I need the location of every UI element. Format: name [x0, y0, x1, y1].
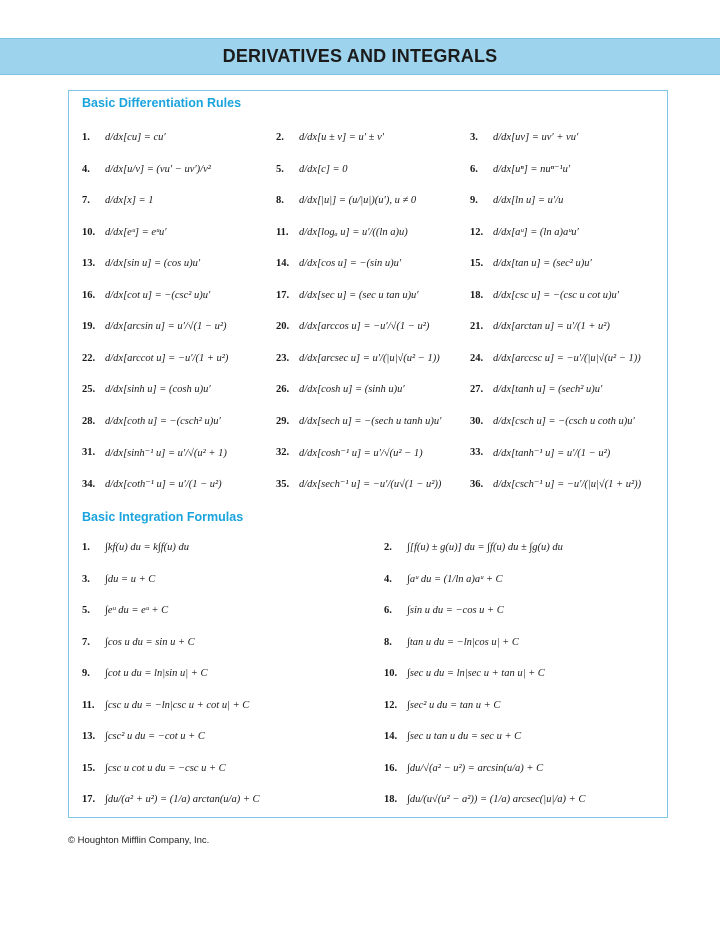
- formula-row: [82, 627, 666, 659]
- formula-number: 5.: [82, 605, 90, 617]
- rule-item: [82, 416, 276, 427]
- rule-number: 1.: [82, 132, 90, 144]
- rule-number: 8.: [276, 195, 284, 207]
- rule-expression: d/dx[aᵘ] = (ln a)aᵘu′: [493, 226, 579, 238]
- header-banner: [0, 38, 720, 75]
- rule-row: [82, 122, 666, 154]
- rule-expression: d/dx[csc u] = −(csc u cot u)u′: [493, 289, 620, 301]
- formula-item: [374, 794, 666, 805]
- rule-number: 17.: [276, 289, 290, 301]
- rule-number: 26.: [276, 384, 290, 396]
- rule-row: [82, 280, 666, 312]
- rule-item: [470, 321, 664, 332]
- formula-number: 2.: [384, 542, 392, 554]
- rule-expression: d/dx[tanh u] = (sech² u)u′: [493, 384, 603, 396]
- rule-item: [470, 447, 664, 459]
- rule-number: 24.: [470, 352, 484, 364]
- formula-item: [374, 700, 666, 711]
- rule-expression: d/dx[eᵘ] = eᵘu′: [105, 226, 167, 238]
- formula-row: [82, 690, 666, 722]
- rule-expression: d/dx[uv] = uv′ + vu′: [493, 132, 579, 144]
- formula-expression: ∫sec u du = ln|sec u + tan u| + C: [407, 668, 545, 680]
- rule-item: [470, 227, 664, 238]
- rule-expression: d/dx[sinh u] = (cosh u)u′: [105, 384, 211, 396]
- formula-number: 7.: [82, 636, 90, 648]
- formula-item: [82, 605, 374, 616]
- formula-item: [374, 605, 666, 616]
- formula-expression: ∫cot u du = ln|sin u| + C: [105, 668, 208, 680]
- formula-expression: ∫csc² u du = −cot u + C: [105, 731, 205, 743]
- rule-expression: d/dx[u/v] = (vu′ − uv′)/v²: [105, 163, 211, 175]
- rule-item: [470, 478, 664, 490]
- rule-item: [82, 321, 276, 332]
- rule-item: [276, 447, 470, 459]
- rule-number: 23.: [276, 352, 290, 364]
- rule-expression: d/dx[cosh⁻¹ u] = u′/√(u² − 1): [299, 447, 423, 459]
- formula-row: [82, 564, 666, 596]
- rule-item: [276, 164, 470, 175]
- rule-item: [276, 353, 470, 364]
- formula-item: [82, 794, 374, 805]
- rule-expression: d/dx[logₐ u] = u′/((ln a)u): [299, 226, 408, 238]
- rule-expression: d/dx[sin u] = (cos u)u′: [105, 258, 201, 270]
- rule-expression: d/dx[tanh⁻¹ u] = u′/(1 − u²): [493, 447, 611, 459]
- rule-number: 22.: [82, 352, 96, 364]
- rule-number: 18.: [470, 289, 484, 301]
- formula-expression: ∫cos u du = sin u + C: [105, 636, 195, 648]
- rule-item: [82, 195, 276, 206]
- rule-expression: d/dx[arcsec u] = u′/(|u|√(u² − 1)): [299, 352, 440, 364]
- formula-expression: ∫du/(u√(u² − a²)) = (1/a) arcsec(|u|/a) + C: [407, 794, 586, 806]
- formula-number: 1.: [82, 542, 90, 554]
- formula-row: [82, 721, 666, 753]
- rule-number: 7.: [82, 195, 90, 207]
- differentiation-section-title: Basic Differentiation Rules: [82, 96, 242, 110]
- rule-expression: d/dx[tan u] = (sec² u)u′: [493, 258, 592, 270]
- rule-expression: d/dx[arccot u] = −u′/(1 + u²): [105, 352, 229, 364]
- formula-row: [82, 532, 666, 564]
- formula-number: 18.: [384, 794, 398, 806]
- rule-row: [82, 311, 666, 343]
- copyright-footer: © Houghton Mifflin Company, Inc.: [68, 835, 210, 846]
- integration-formulas-grid: [82, 532, 666, 822]
- rule-number: 2.: [276, 132, 284, 144]
- rule-number: 20.: [276, 321, 290, 333]
- formula-number: 12.: [384, 699, 398, 711]
- formula-expression: ∫tan u du = −ln|cos u| + C: [407, 636, 519, 648]
- rule-expression: d/dx[csch u] = −(csch u coth u)u′: [493, 415, 635, 427]
- formula-item: [374, 731, 666, 742]
- rule-number: 14.: [276, 258, 290, 270]
- formula-expression: ∫sec² u du = tan u + C: [407, 699, 501, 711]
- rule-expression: d/dx[x] = 1: [105, 195, 154, 207]
- rule-number: 11.: [276, 226, 289, 238]
- rule-expression: d/dx[c] = 0: [299, 163, 348, 175]
- rule-item: [82, 290, 276, 301]
- rule-item: [82, 478, 276, 490]
- rule-item: [82, 164, 276, 175]
- formula-item: [374, 668, 666, 679]
- formula-expression: ∫csc u du = −ln|csc u + cot u| + C: [105, 699, 250, 711]
- rule-number: 19.: [82, 321, 96, 333]
- formula-item: [374, 542, 666, 553]
- formula-item: [82, 574, 374, 585]
- rule-expression: d/dx[cot u] = −(csc² u)u′: [105, 289, 211, 301]
- rule-row: [82, 248, 666, 280]
- formula-item: [82, 763, 374, 774]
- rule-expression: d/dx[csch⁻¹ u] = −u′/(|u|√(1 + u²)): [493, 479, 642, 491]
- rule-number: 35.: [276, 478, 290, 490]
- rule-number: 4.: [82, 163, 90, 175]
- rule-expression: d/dx[cos u] = −(sin u)u′: [299, 258, 402, 270]
- formula-number: 8.: [384, 636, 392, 648]
- formula-number: 13.: [82, 731, 96, 743]
- rule-number: 15.: [470, 258, 484, 270]
- rule-number: 33.: [470, 447, 484, 459]
- rule-expression: d/dx[u ± v] = u′ ± v′: [299, 132, 385, 144]
- rule-item: [276, 227, 470, 238]
- rule-expression: d/dx[uⁿ] = nuⁿ⁻¹u′: [493, 164, 571, 176]
- formula-expression: ∫csc u cot u du = −csc u + C: [105, 762, 226, 774]
- formula-row: [82, 753, 666, 785]
- rule-item: [470, 290, 664, 301]
- formula-expression: ∫du/√(a² − u²) = arcsin(u/a) + C: [407, 762, 544, 774]
- rule-expression: d/dx[ln u] = u′/u: [493, 195, 564, 207]
- rule-item: [470, 353, 664, 364]
- rule-expression: d/dx[cu] = cu′: [105, 132, 166, 144]
- rule-row: [82, 217, 666, 249]
- rule-item: [470, 416, 664, 427]
- formula-item: [82, 542, 374, 553]
- rule-number: 36.: [470, 478, 484, 490]
- rule-expression: d/dx[arccsc u] = −u′/(|u|√(u² − 1)): [493, 352, 641, 364]
- formula-item: [374, 574, 666, 585]
- rule-number: 5.: [276, 163, 284, 175]
- rule-item: [276, 290, 470, 301]
- rule-row: [82, 437, 666, 469]
- rule-row: [82, 406, 666, 438]
- rule-expression: d/dx[sech u] = −(sech u tanh u)u′: [299, 415, 442, 427]
- rule-item: [470, 132, 664, 143]
- rule-expression: d/dx[sec u] = (sec u tan u)u′: [299, 289, 419, 301]
- rule-item: [82, 353, 276, 364]
- rule-expression: d/dx[|u|] = (u/|u|)(u′), u ≠ 0: [299, 195, 417, 207]
- rule-item: [82, 227, 276, 238]
- rule-expression: d/dx[sech⁻¹ u] = −u′/(u√(1 − u²)): [299, 479, 442, 491]
- rule-item: [82, 384, 276, 395]
- rule-expression: d/dx[cosh u] = (sinh u)u′: [299, 384, 405, 396]
- formula-expression: ∫[f(u) ± g(u)] du = ∫f(u) du ± ∫g(u) du: [407, 542, 563, 554]
- rule-item: [276, 132, 470, 143]
- rule-number: 21.: [470, 321, 484, 333]
- rule-number: 10.: [82, 226, 96, 238]
- rule-item: [82, 447, 276, 459]
- rule-number: 31.: [82, 447, 96, 459]
- rule-number: 6.: [470, 163, 478, 175]
- rule-number: 9.: [470, 195, 478, 207]
- formula-number: 4.: [384, 573, 392, 585]
- rule-expression: d/dx[arctan u] = u′/(1 + u²): [493, 321, 610, 333]
- formula-expression: ∫sec u tan u du = sec u + C: [407, 731, 522, 743]
- rule-number: 16.: [82, 289, 96, 301]
- rule-row: [82, 343, 666, 375]
- formula-expression: ∫du = u + C: [105, 573, 156, 585]
- formula-expression: ∫du/(a² + u²) = (1/a) arctan(u/a) + C: [105, 794, 260, 806]
- formula-item: [82, 637, 374, 648]
- rule-number: 28.: [82, 415, 96, 427]
- formula-row: [82, 595, 666, 627]
- rule-item: [276, 384, 470, 395]
- rule-number: 29.: [276, 415, 290, 427]
- formula-expression: ∫aᵘ du = (1/ln a)aᵘ + C: [407, 573, 503, 585]
- formula-row: [82, 658, 666, 690]
- rule-row: [82, 154, 666, 186]
- rule-number: 25.: [82, 384, 96, 396]
- rule-number: 34.: [82, 478, 96, 490]
- rule-expression: d/dx[coth u] = −(csch² u)u′: [105, 415, 221, 427]
- formula-item: [82, 700, 374, 711]
- rule-number: 12.: [470, 226, 484, 238]
- formula-number: 17.: [82, 794, 96, 806]
- rule-item: [470, 163, 664, 175]
- rule-expression: d/dx[arccos u] = −u′/√(1 − u²): [299, 321, 430, 333]
- formula-number: 15.: [82, 762, 96, 774]
- rule-number: 27.: [470, 384, 484, 396]
- rule-expression: d/dx[coth⁻¹ u] = u′/(1 − u²): [105, 479, 222, 491]
- rule-number: 30.: [470, 415, 484, 427]
- integration-section-title: Basic Integration Formulas: [82, 510, 244, 524]
- rule-item: [276, 321, 470, 332]
- rule-item: [82, 258, 276, 269]
- rule-item: [82, 132, 276, 143]
- rule-item: [276, 416, 470, 427]
- rule-item: [276, 478, 470, 490]
- rule-item: [470, 258, 664, 269]
- rule-item: [470, 384, 664, 395]
- rule-number: 3.: [470, 132, 478, 144]
- rule-number: 13.: [82, 258, 96, 270]
- rule-expression: d/dx[arcsin u] = u′/√(1 − u²): [105, 321, 227, 333]
- formula-number: 16.: [384, 762, 398, 774]
- rule-row: [82, 469, 666, 501]
- formula-item: [374, 763, 666, 774]
- rule-expression: d/dx[sinh⁻¹ u] = u′/√(u² + 1): [105, 447, 227, 459]
- rule-row: [82, 185, 666, 217]
- rule-row: [82, 374, 666, 406]
- formula-number: 3.: [82, 573, 90, 585]
- formula-item: [82, 668, 374, 679]
- formula-number: 6.: [384, 605, 392, 617]
- differentiation-rules-grid: [82, 122, 666, 500]
- formula-expression: ∫sin u du = −cos u + C: [407, 605, 504, 617]
- formula-number: 10.: [384, 668, 398, 680]
- formula-number: 9.: [82, 668, 90, 680]
- rule-number: 32.: [276, 447, 290, 459]
- page-title: DERIVATIVES AND INTEGRALS: [222, 46, 498, 66]
- formula-item: [374, 637, 666, 648]
- rule-item: [276, 258, 470, 269]
- formula-row: [82, 784, 666, 816]
- formula-expression: ∫eᵘ du = eᵘ + C: [105, 605, 169, 617]
- formula-item: [82, 731, 374, 742]
- formula-number: 14.: [384, 731, 398, 743]
- rule-item: [276, 195, 470, 206]
- formula-expression: ∫kf(u) du = k∫f(u) du: [105, 542, 189, 554]
- formula-number: 11.: [82, 699, 95, 711]
- rule-item: [470, 195, 664, 206]
